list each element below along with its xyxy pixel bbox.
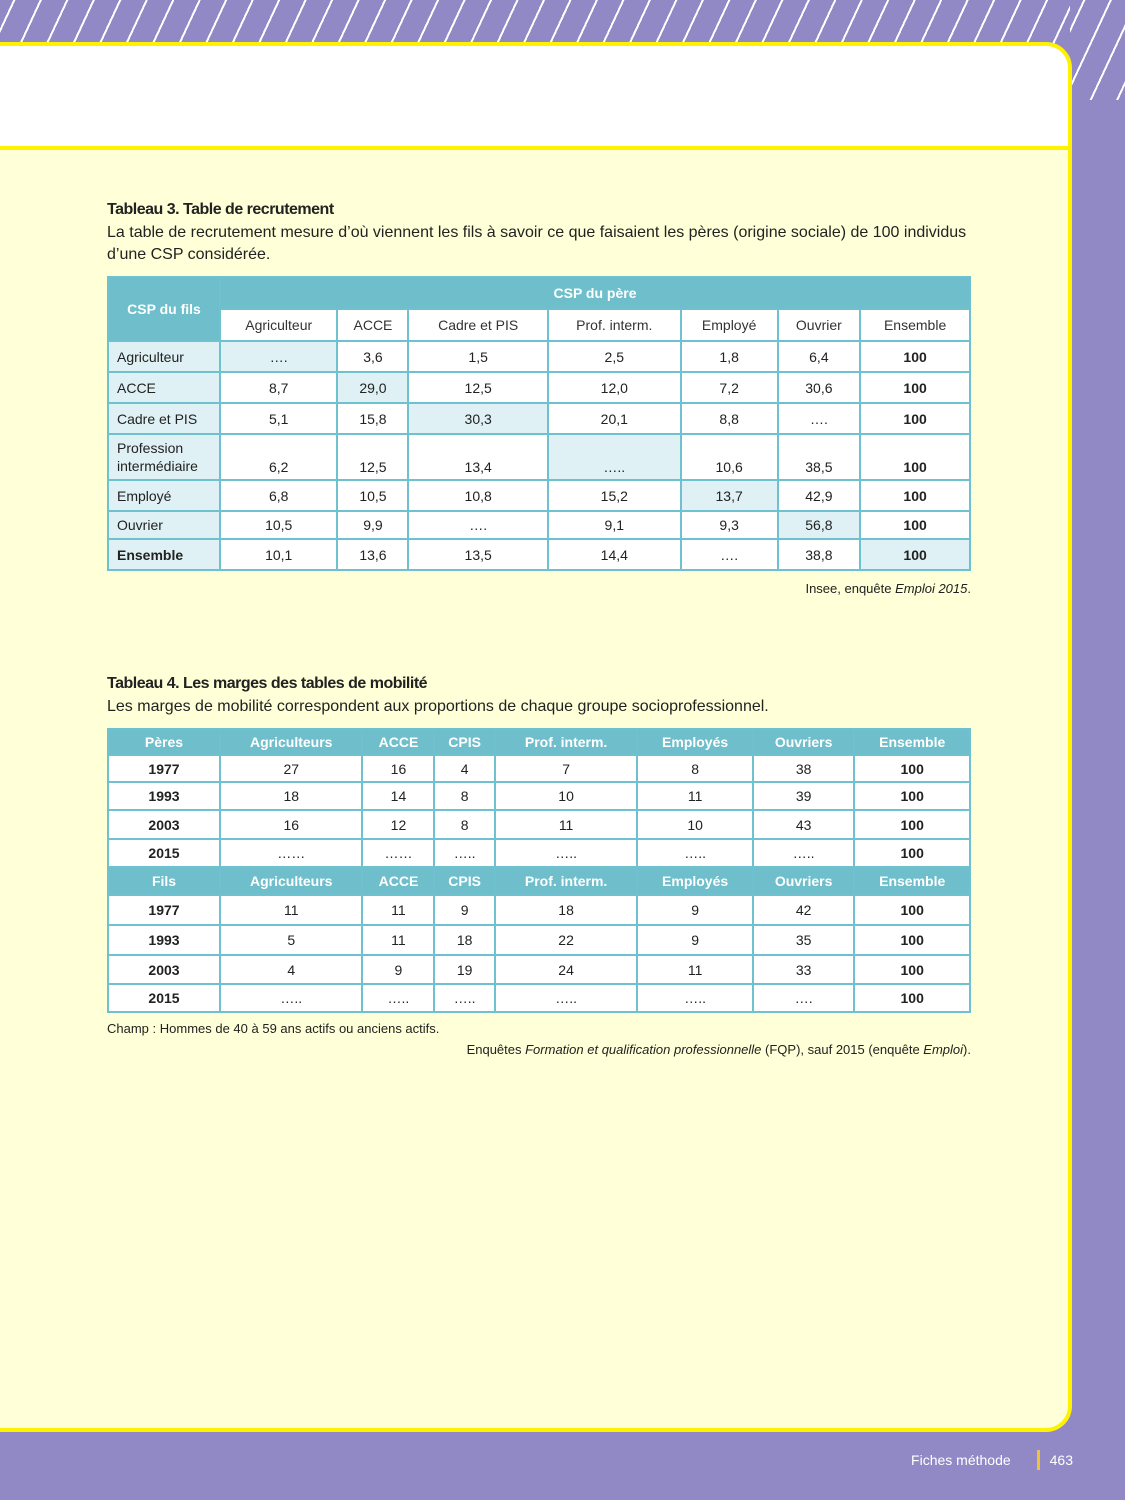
table-cell: 18 xyxy=(434,925,494,955)
column-header: Agriculteur xyxy=(220,309,337,341)
source-middle: (FQP), sauf 2015 (enquête xyxy=(761,1042,924,1057)
source-text: Enquêtes xyxy=(466,1042,526,1057)
table-cell: 11 xyxy=(637,782,753,810)
table-cell: 12,5 xyxy=(337,434,408,480)
table-cell: 1,5 xyxy=(408,341,547,372)
table-cell: 16 xyxy=(362,755,434,782)
table-cell: …. xyxy=(778,403,861,434)
column-header: Cadre et PIS xyxy=(408,309,547,341)
table-row xyxy=(108,839,970,867)
table-cell-total: 100 xyxy=(854,895,970,925)
table-cell: …. xyxy=(681,539,778,570)
column-header: Ensemble xyxy=(854,867,970,895)
table4-source xyxy=(107,1042,971,1057)
table-cell: …. xyxy=(753,984,854,1012)
column-header: Ensemble xyxy=(860,309,970,341)
table-cell: 38,5 xyxy=(778,434,861,480)
table-cell: ….. xyxy=(548,434,681,480)
table-cell: 9 xyxy=(637,925,753,955)
table-row xyxy=(108,434,970,480)
table-cell: 10,6 xyxy=(681,434,778,480)
table-cell: 11 xyxy=(362,925,434,955)
table-cell-total: 100 xyxy=(854,839,970,867)
table-cell: 9 xyxy=(434,895,494,925)
row-label: ACCE xyxy=(108,372,220,403)
table-cell: 56,8 xyxy=(778,511,861,539)
table-cell: 10 xyxy=(637,810,753,839)
table-cell: 7,2 xyxy=(681,372,778,403)
year-label: 2015 xyxy=(108,839,220,867)
column-header: Agriculteurs xyxy=(220,867,362,895)
table-cell: 6,8 xyxy=(220,480,337,511)
table-cell: ….. xyxy=(637,984,753,1012)
column-header: Agriculteurs xyxy=(220,729,362,755)
table-cell-total: 100 xyxy=(854,925,970,955)
group-header: CSP du père xyxy=(220,277,970,309)
table-cell: ….. xyxy=(753,839,854,867)
column-header: ACCE xyxy=(337,309,408,341)
table-cell: 27 xyxy=(220,755,362,782)
table-cell: ….. xyxy=(220,984,362,1012)
table-cell-total: 100 xyxy=(860,434,970,480)
recruitment-table xyxy=(107,276,971,571)
table-row xyxy=(108,480,970,511)
source-italic: Formation et qualification professionnelle xyxy=(525,1042,762,1057)
table-cell-total: 100 xyxy=(860,403,970,434)
table-cell: 9 xyxy=(637,895,753,925)
row-label: Employé xyxy=(108,480,220,511)
table-cell: 10,8 xyxy=(408,480,547,511)
table-cell: 13,6 xyxy=(337,539,408,570)
footer-section-label: Fiches méthode xyxy=(911,1452,1011,1468)
table-cell: 19 xyxy=(434,955,494,984)
table-cell: 10,5 xyxy=(220,511,337,539)
table4-scope: Champ : Hommes de 40 à 59 ans actifs ou anciens actifs. xyxy=(107,1021,440,1036)
table-cell: 38 xyxy=(753,755,854,782)
column-header: ACCE xyxy=(362,867,434,895)
table-cell: 9,3 xyxy=(681,511,778,539)
column-header: Employé xyxy=(681,309,778,341)
decorative-stripes-right xyxy=(1070,0,1125,100)
table-cell: 8,8 xyxy=(681,403,778,434)
table-cell-total: 100 xyxy=(860,480,970,511)
table-cell: …. xyxy=(408,511,547,539)
table-row xyxy=(108,755,970,782)
table-cell: 12 xyxy=(362,810,434,839)
row-label: Ouvrier xyxy=(108,511,220,539)
table-cell: 22 xyxy=(495,925,637,955)
table-cell: 15,2 xyxy=(548,480,681,511)
table-cell: 8 xyxy=(434,782,494,810)
year-label: 1977 xyxy=(108,895,220,925)
table-cell: 24 xyxy=(495,955,637,984)
table-cell: 18 xyxy=(495,895,637,925)
table-cell: 10,5 xyxy=(337,480,408,511)
table-cell: 33 xyxy=(753,955,854,984)
table-cell: 6,4 xyxy=(778,341,861,372)
column-header: Employés xyxy=(637,867,753,895)
table3-source xyxy=(107,581,971,596)
table-cell: ….. xyxy=(495,984,637,1012)
table-cell: 35 xyxy=(753,925,854,955)
source-suffix: ). xyxy=(963,1042,971,1057)
year-label: 2015 xyxy=(108,984,220,1012)
table-cell: 7 xyxy=(495,755,637,782)
table-row xyxy=(108,925,970,955)
row-label: Profession intermédiaire xyxy=(108,434,220,480)
table-cell: 11 xyxy=(495,810,637,839)
table-cell: ….. xyxy=(637,839,753,867)
table-cell-total: 100 xyxy=(860,539,970,570)
column-header: Prof. interm. xyxy=(548,309,681,341)
table-cell: 14,4 xyxy=(548,539,681,570)
table-cell: 5 xyxy=(220,925,362,955)
table-cell: 3,6 xyxy=(337,341,408,372)
table-row xyxy=(108,782,970,810)
column-header: Ouvrier xyxy=(778,309,861,341)
year-label: 2003 xyxy=(108,955,220,984)
table-cell: ….. xyxy=(362,984,434,1012)
table-cell: ….. xyxy=(495,839,637,867)
table-cell: 43 xyxy=(753,810,854,839)
column-header-row xyxy=(108,309,970,341)
row-label: Agriculteur xyxy=(108,341,220,372)
table-row xyxy=(108,895,970,925)
column-header: CPIS xyxy=(434,729,494,755)
table-cell: 8 xyxy=(434,810,494,839)
table-cell: 11 xyxy=(362,895,434,925)
table-cell: 15,8 xyxy=(337,403,408,434)
page-footer xyxy=(911,1450,1073,1470)
table-cell-total: 100 xyxy=(860,341,970,372)
table-cell: 9 xyxy=(362,955,434,984)
table4-title: Tableau 4. Les marges des tables de mobilité xyxy=(107,675,428,692)
table-cell: 39 xyxy=(753,782,854,810)
panel-header-band xyxy=(0,46,1068,150)
table-cell: 13,5 xyxy=(408,539,547,570)
table-cell: 18 xyxy=(220,782,362,810)
table-cell: 12,0 xyxy=(548,372,681,403)
year-label: 1993 xyxy=(108,925,220,955)
table-cell: 2,5 xyxy=(548,341,681,372)
table-cell: 38,8 xyxy=(778,539,861,570)
column-header: Employés xyxy=(637,729,753,755)
column-header: Prof. interm. xyxy=(495,867,637,895)
table-cell: 16 xyxy=(220,810,362,839)
column-header: Ensemble xyxy=(854,729,970,755)
table-cell-total: 100 xyxy=(854,755,970,782)
table-cell: 30,6 xyxy=(778,372,861,403)
table-cell: ….. xyxy=(434,984,494,1012)
table-cell: 4 xyxy=(434,755,494,782)
table3-title: Tableau 3. Table de recrutement xyxy=(107,201,334,218)
table-cell: 13,4 xyxy=(408,434,547,480)
column-header: ACCE xyxy=(362,729,434,755)
table-row xyxy=(108,403,970,434)
source-suffix: . xyxy=(967,581,971,596)
column-header: Prof. interm. xyxy=(495,729,637,755)
row-label: Ensemble xyxy=(108,539,220,570)
year-label: 1977 xyxy=(108,755,220,782)
table4-description: Les marges de mobilité correspondent aux proportions de chaque groupe socioprofessionnel. xyxy=(107,698,769,715)
mobility-margins-table xyxy=(107,728,971,1013)
table-cell: 9,9 xyxy=(337,511,408,539)
source-text: Insee, enquête xyxy=(805,581,896,596)
table-cell-total: 100 xyxy=(860,372,970,403)
table-cell: 4 xyxy=(220,955,362,984)
table-cell: 29,0 xyxy=(337,372,408,403)
table-row xyxy=(108,539,970,570)
table-cell: 42 xyxy=(753,895,854,925)
table-cell: 11 xyxy=(220,895,362,925)
table-cell: 9,1 xyxy=(548,511,681,539)
table-cell: …… xyxy=(362,839,434,867)
table-row xyxy=(108,810,970,839)
table-cell-total: 100 xyxy=(854,782,970,810)
table-cell: 11 xyxy=(637,955,753,984)
footer-separator xyxy=(1037,1450,1040,1470)
table-cell: 6,2 xyxy=(220,434,337,480)
table-cell-total: 100 xyxy=(854,810,970,839)
table-row xyxy=(108,984,970,1012)
table-cell-total: 100 xyxy=(860,511,970,539)
source-italic-2: Emploi xyxy=(923,1042,964,1057)
table-cell: 42,9 xyxy=(778,480,861,511)
row-label: Cadre et PIS xyxy=(108,403,220,434)
page-number: 463 xyxy=(1049,1452,1073,1468)
table-cell: 13,7 xyxy=(681,480,778,511)
column-header: Fils xyxy=(108,867,220,895)
table-row xyxy=(108,372,970,403)
table-row xyxy=(108,511,970,539)
table-cell: 10,1 xyxy=(220,539,337,570)
year-label: 2003 xyxy=(108,810,220,839)
table-cell: 8 xyxy=(637,755,753,782)
corner-header: CSP du fils xyxy=(108,277,220,341)
column-header: CPIS xyxy=(434,867,494,895)
fathers-header-row xyxy=(108,729,970,755)
table-cell: 12,5 xyxy=(408,372,547,403)
table-row xyxy=(108,955,970,984)
column-header: Ouvriers xyxy=(753,867,854,895)
column-header: Pères xyxy=(108,729,220,755)
source-italic: Emploi 2015 xyxy=(895,581,968,596)
table-cell-total: 100 xyxy=(854,955,970,984)
table3-description: La table de recrutement mesure d’où viennent les fils à savoir ce que faisaient les pères (origine sociale) de 100 individus d’une CSP considérée. xyxy=(107,224,967,263)
year-label: 1993 xyxy=(108,782,220,810)
table-cell: 1,8 xyxy=(681,341,778,372)
table-cell: 10 xyxy=(495,782,637,810)
sons-header-row xyxy=(108,867,970,895)
table-cell: ….. xyxy=(434,839,494,867)
table-cell-total: 100 xyxy=(854,984,970,1012)
table-row xyxy=(108,341,970,372)
table-cell: …. xyxy=(220,341,337,372)
table-cell: 5,1 xyxy=(220,403,337,434)
page-content xyxy=(107,200,971,1057)
decorative-stripes-top xyxy=(0,0,1125,45)
table-cell: 20,1 xyxy=(548,403,681,434)
table-cell: …… xyxy=(220,839,362,867)
table-cell: 30,3 xyxy=(408,403,547,434)
column-header: Ouvriers xyxy=(753,729,854,755)
table-cell: 14 xyxy=(362,782,434,810)
table-cell: 8,7 xyxy=(220,372,337,403)
